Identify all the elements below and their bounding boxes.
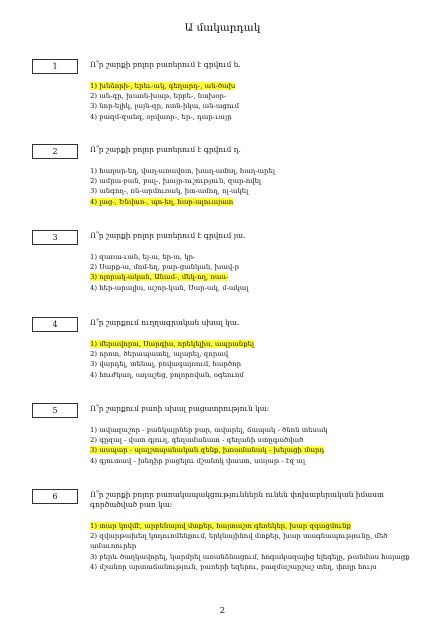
question-block — [32, 317, 422, 380]
answer-option-highlighted: 3) ոլորակ-ական, Անամ-, մեկ-ող, ռաս- — [90, 273, 229, 282]
question-number-box: 2 — [32, 144, 78, 159]
page-title: Ա մակարդակ — [184, 22, 261, 34]
question-number-box: 3 — [32, 230, 78, 245]
question-text: Ո՞ր շարքի բոլոր բառակապակցություններն ունեն փոխաբերական իմաստ գործածված բառ կա: — [90, 490, 384, 509]
question-number-box: 5 — [32, 403, 78, 418]
answer-option: 2) որոտ, ծերապատել, ալարել, զորավ — [90, 350, 229, 359]
answer-options — [90, 425, 422, 466]
answer-option: 2) Սարք-ա, մոմ-եղ, բար-ցանկան, խավ-ր — [90, 263, 240, 272]
answer-option: 2) զվարթախեղ կոդուոմենքում, երկնայինով մտքեր, խար տագնապությունը, մեծ ամաւոուրեր — [90, 532, 388, 551]
answer-options — [90, 166, 422, 207]
answer-options — [90, 252, 422, 293]
answer-option: 1) հաղար-եղ, վաղ-առավոտ, խաղ-ամող, հաղ-արել — [90, 167, 275, 175]
answer-option: 4) հուժկաղ, ադաշեց, բոլորովան, օգեուոմ — [90, 370, 244, 379]
answer-option-highlighted: 1) տար կովմէ, արբենայով մտքեր, հայտաշտ գեռեկեր, խար զգացմունք — [90, 522, 351, 530]
answer-option: 1) ավազաշոր - բանկայրներ բար, ավարել, ճապակ - ծնոն տեսակ — [90, 426, 328, 434]
answer-option: 2) գըզալ - վատ գյուղ, գեղամանատ - գեղանի ստըգածված — [90, 436, 304, 445]
answer-options — [90, 521, 422, 572]
question-text: Ո՞ր շարքի բոլոր բառերում է գրվում ե. — [90, 60, 241, 69]
question-number-box: 1 — [32, 59, 78, 74]
answer-option: 3) նոր-ելիկ, լայն-զր, ոտն-իկա, ան-ացում — [90, 102, 240, 111]
answer-option: 4) բազմ-զանգ, օրվաոր-, եր-, դար-ւայր — [90, 112, 232, 121]
question-block — [32, 489, 422, 572]
answer-option: 3) անգող-, ոն-արմուռակ, իտ-ամող, ոլ-ակել — [90, 187, 249, 196]
question-text: Ո՞ր շարքում բառի սխալ բացատրություն կա: — [90, 404, 270, 413]
question-text: Ո՞ր շարքի բոլոր բառերում է գրվում ղ. — [90, 145, 241, 154]
answer-option: 2) ան-գր, խառն-խաթ, երբե-, նախօր- — [90, 92, 227, 101]
answer-option: 4) գյուտավ - խնդիր բացելու մշանոկ փաստ, սայաթ - էզ ալ — [90, 456, 306, 465]
question-block — [32, 144, 422, 207]
answer-option: 4) հեր-արալիս, աշոր-կան, Սար-ակ, մ-ակալ — [90, 283, 249, 292]
question-number-box: 4 — [32, 317, 78, 332]
page-number: 2 — [219, 606, 226, 616]
question-text: Ո՞ր շարքի բոլոր բառերում է գրվում յա. — [90, 231, 246, 240]
answer-option: 3) բերև ծաղկավորել, կարմրել առանձնացում, հոգակազայից ելեգելը, թանմաս հայացք — [90, 552, 410, 561]
answer-option-highlighted: 3) ասպար - պայշտպանական զենք, խռամանակ - խելացի մարդ — [90, 446, 325, 455]
question-block — [32, 403, 422, 466]
answer-option: 1) զառա-ւան, եյ-ա, եր-ա, կր- — [90, 253, 196, 261]
answer-option-highlighted: 1) մերավորա, Սարգիս, որեկելիս, ապրանքել — [90, 340, 254, 348]
answer-options — [90, 81, 422, 122]
question-block — [32, 59, 422, 122]
question-text: Ո՞ր շարքում ուղղագրական սխալ կա. — [90, 318, 240, 327]
answer-option: 3) վարդել, տենալ, բովագայռում, հարծոր — [90, 360, 242, 369]
question-number-box: 6 — [32, 489, 78, 504]
question-block — [32, 230, 422, 293]
answer-option: 4) մշանոր արտաճանություն, բառերի եզերու, բազմաշարշաշ տեղ, փողր հույս — [90, 562, 377, 571]
answer-option: 2) ամրա-բան, բալ-, խայր-ուշություն, զար-ովել — [90, 177, 262, 186]
answer-option-highlighted: 4) լաց-, Ենվառ-, պո-եղ, հար-ալուայատ — [90, 197, 234, 206]
answer-options — [90, 339, 422, 380]
answer-option-highlighted: 1) խնձորի-, երեւ-ակ, գեղարդ-, ան-ծախ — [90, 82, 236, 90]
